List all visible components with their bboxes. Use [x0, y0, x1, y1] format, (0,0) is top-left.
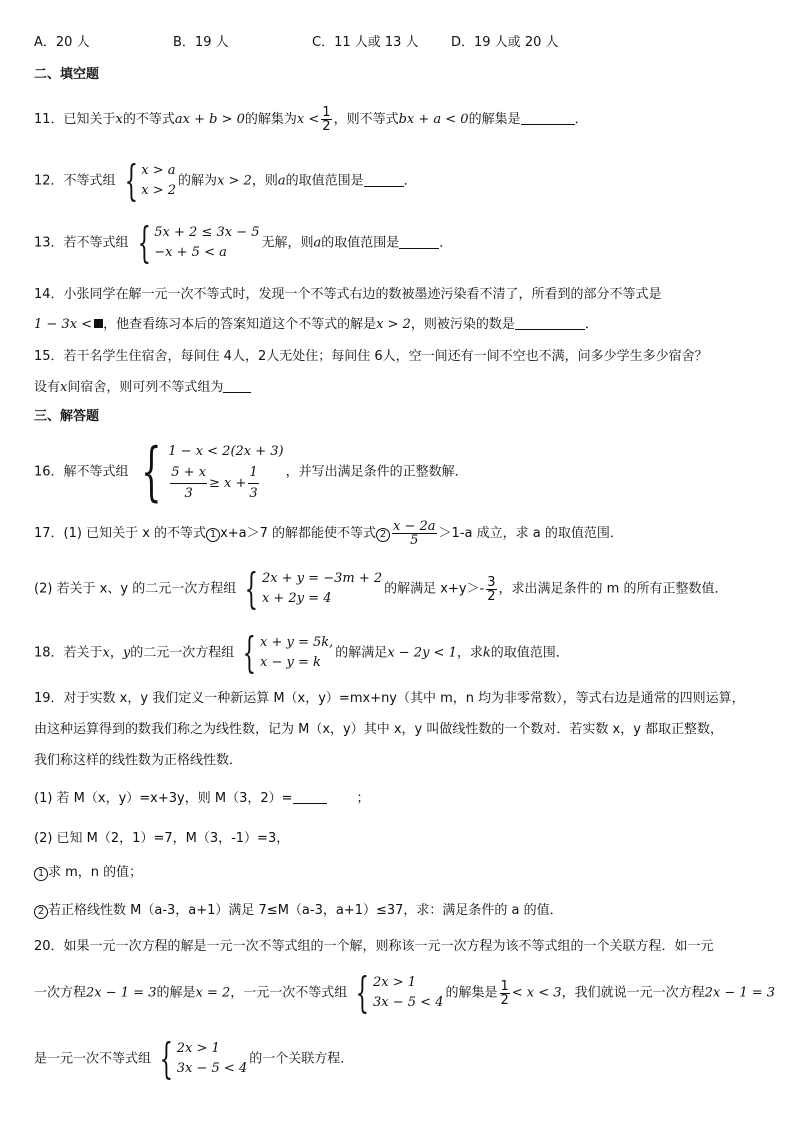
ink-stain-square-icon: [94, 319, 103, 328]
question-19-part-1: (1) 若 M（x，y）=x+3y，则 M（3，2）= ；: [34, 791, 370, 806]
circled-number: 2: [34, 905, 48, 919]
question-19-line-2: 由这种运算得到的数我们称之为线性数，记为 M（x，y）其中 x，y 叫做线性数的一个数对．若实数 x，y 都取正整数，: [34, 722, 724, 737]
circled-number: 1: [34, 867, 48, 881]
question-17-part-2: (2) 若关于 x、y 的二元一次方程组 { 2x + y = −3m + 2 x + 2y = 4 的解满足 x+y＞- $\frac{3}{2}$ ，求出满足条件的 m 的所有正整数值．: [34, 564, 728, 613]
inequality-system: { 1 − x < 2(2x + 3) $\frac{5 + x}{3}$ ≥ x + $\frac{1}{3}$: [140, 435, 284, 509]
question-17-part-1: 17．(1) 已知关于 x 的不等式 1 x+a＞7 的解都能使不等式 2 $\frac{x - 2a}{5}$ ＞1-a 成立，求 a 的取值范围．: [34, 519, 623, 548]
answer-blank[interactable]: [293, 791, 327, 804]
option-b: B．19 人: [173, 35, 229, 50]
question-16: 16．解不等式组 { 1 − x < 2(2x + 3) $\frac{5 + x}{3}$ ≥ x + $\frac{1}{3}$ ，并写出满足条件的正整数解．: [34, 435, 468, 509]
question-20-line-2: 一次方程2x − 1 = 3的解是x = 2，一元一次不等式组 { 2x > 1 3x − 5 < 4 的解集是 $\frac{1}{2}$ < x < 3，我们就说一元一次方程2x − 1 = 3: [34, 968, 776, 1017]
question-19-line-3: 我们称这样的线性数为正格线性数．: [34, 753, 243, 768]
question-15-line-1: 15．若干名学生住宿舍，每间住 4人，2人无处住；每间住 6人，空一间还有一间不空也不满，问多少学生多少宿舍？: [34, 349, 708, 364]
circled-number: 2: [376, 528, 390, 542]
question-15-line-2: 设有x间宿舍，则可列不等式组为: [34, 380, 251, 394]
answer-blank[interactable]: [223, 380, 251, 393]
answer-blank[interactable]: [399, 236, 439, 249]
question-19-sub-1: 1 求 m，n 的值；: [34, 866, 142, 881]
answer-blank[interactable]: [521, 112, 575, 125]
option-d: D．19 人或 20 人: [451, 35, 559, 50]
equation-system: { x + y = 5k, x − y = k: [242, 628, 334, 677]
question-20-line-1: 20．如果一元一次方程的解是一元一次不等式组的一个解，则称该一元一次方程为该不等式组的一个关联方程．如一元: [34, 939, 714, 954]
option-a: A．20 人: [34, 35, 90, 50]
question-13: 13．若不等式组 { 5x + 2 ≤ 3x − 5 −x + 5 < a 无解，则a的取值范围是 ．: [34, 218, 453, 267]
inequality-system: { 2x > 1 3x − 5 < 4: [355, 968, 444, 1017]
question-20-line-3: 是一元一次不等式组 { 2x > 1 3x − 5 < 4 的一个关联方程．: [34, 1034, 354, 1083]
section-heading-answer: 三、解答题: [34, 409, 100, 424]
inequality-system: { 2x > 1 3x − 5 < 4: [159, 1034, 248, 1083]
question-12: 12．不等式组 { x > a x > 2 的解为x > 2，则a的取值范围是 ．: [34, 156, 417, 205]
question-11: 11．已知关于x的不等式ax + b > 0的解集为x < $\frac{1}{2}$ ，则不等式bx + a < 0的解集是 ．: [34, 105, 588, 134]
answer-blank[interactable]: [515, 317, 585, 330]
question-14-line-2: 1 − 3x < ，他查看练习本后的答案知道这个不等式的解是x > 2，则被污染的数是 ．: [34, 317, 598, 332]
question-14-line-1: 14．小张同学在解一元一次不等式时，发现一个不等式右边的数被墨迹污染看不清了，所看到的部分不等式是: [34, 287, 662, 302]
answer-blank[interactable]: [364, 174, 404, 187]
option-c: C．11 人或 13 人: [312, 35, 419, 50]
section-heading-fill-blank: 二、填空题: [34, 67, 100, 82]
equation-system: { 2x + y = −3m + 2 x + 2y = 4: [244, 564, 383, 613]
question-18: 18．若关于x，y的二元一次方程组 { x + y = 5k, x − y = k 的解满足x − 2y < 1，求k的取值范围．: [34, 628, 569, 677]
question-19-part-2: (2) 已知 M（2，1）=7，M（3，-1）=3，: [34, 831, 290, 846]
fraction: $\frac{1}{2}$: [322, 105, 331, 134]
question-19-line-1: 19．对于实数 x，y 我们定义一种新运算 M（x，y）=mx+ny（其中 m，n 均为非零常数），等式右边是通常的四则运算，: [34, 691, 745, 706]
question-19-sub-2: 2 若正格线性数 M（a-3，a+1）满足 7≤M（a-3，a+1）≤37，求：满足条件的 a 的值．: [34, 904, 563, 919]
circled-number: 1: [206, 528, 220, 542]
inequality-system: { 5x + 2 ≤ 3x − 5 −x + 5 < a: [137, 218, 260, 267]
inequality-system: { x > a x > 2: [124, 156, 177, 205]
